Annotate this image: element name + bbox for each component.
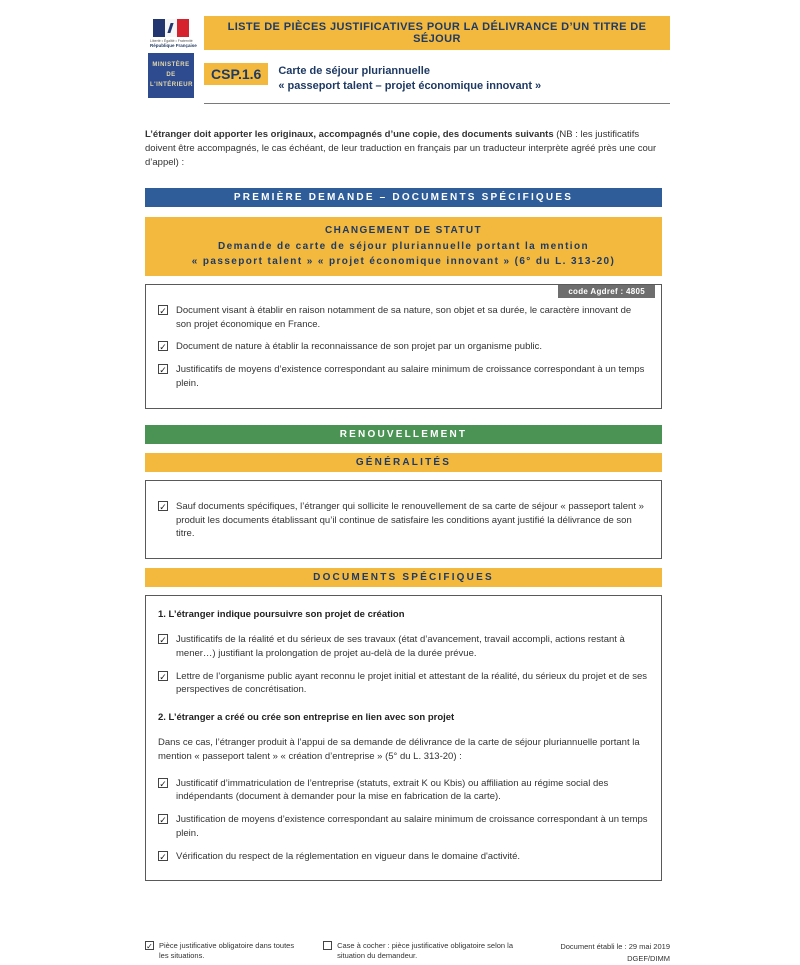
footer-date-block [560,941,670,965]
subsection-paragraph: Dans ce cas, l’étranger produit à l’appui de sa demande de délivrance de la carte de séjour pluriannuelle portant la mention « passeport talent » « création d’entreprise » (5° du L. 313-20) : [158,737,640,763]
checked-checkbox-icon: ✓ [159,501,167,512]
logo-motto: Liberté • Égalité • Fraternité [150,39,193,43]
document-body [130,128,670,882]
checklist-item [158,633,649,661]
legend-checked [145,941,299,961]
checked-checkbox-icon: ✓ [159,851,167,862]
checked-checkbox-icon: ✓ [159,671,167,682]
french-flag-emblem-icon [148,16,197,50]
flag-red-block [177,19,189,37]
document-code-row [204,63,670,94]
document-title-bar: LISTE DE PIÈCES JUSTIFICATIVES POUR LA DÉLIVRANCE D’UN TITRE DE SÉJOUR [204,16,670,50]
document-subtitle [278,63,541,94]
document-footer [130,941,670,965]
checked-checkbox-icon: ✓ [159,635,167,646]
checked-checkbox-icon: ✓ [146,942,153,952]
footer-date: Document établi le : 29 mai 2019 [560,942,670,952]
legend-checked-text: Pièce justificative obligatoire dans toutes les situations. [159,941,295,961]
changement-line-3: « passeport talent » « projet économique innovant » (6° du L. 313-20) [191,256,616,268]
checked-checkbox-icon: ✓ [159,365,167,376]
checklist-item-text: Justification de moyens d’existence correspondant au salaire minimum de croissance correspondant à un temps plein. [176,814,648,839]
checklist-item [158,777,649,805]
header-divider [204,103,670,104]
legend-unchecked-text: Case à cocher : pièce justificative obligatoire selon la situation du demandeur. [337,941,514,961]
checklist-item-text: Vérification du respect de la réglementation en vigueur dans le domaine d'activité. [176,850,521,862]
section-bar-premiere-demande: PREMIÈRE DEMANDE – DOCUMENTS SPÉCIFIQUES [145,188,662,207]
flag-marianne-block [165,19,177,37]
footer-org: DGEF/DIMM [627,954,670,964]
ministry-line: DE [166,72,176,79]
checklist-item [158,813,649,841]
subtitle-line-2: « passeport talent – projet économique innovant » [278,79,542,92]
changement-de-statut-notice [145,217,662,276]
section-bar-generalites: GÉNÉRALITÉS [145,453,662,472]
checked-checkbox-icon: ✓ [159,342,167,353]
checklist-item-text: Justificatifs de la réalité et du sérieux de ses travaux (état d’avancement, travail accompli, actions restant à mener…) justifiant la prolongation de projet au-delà de la durée prévue. [176,634,625,659]
section-bar-renouvellement: RENOUVELLEMENT [145,425,662,444]
generalites-box [145,480,662,559]
checked-checkbox-icon: ✓ [159,815,167,826]
empty-checkbox-icon [323,941,332,950]
checklist-item-text: Document visant à établir en raison notamment de sa nature, son objet et sa durée, le caractère innovant de son projet économique en France. [176,304,632,330]
checklist-item [158,363,649,391]
subtitle-line-1: Carte de séjour pluriannuelle [278,65,430,77]
legend-unchecked [323,941,536,961]
checklist-item-text: Justificatif d’immatriculation de l’entreprise (statuts, extrait K ou Kbis) ou affiliation au régime social des indépendants (document à demander pour la mise en fabrication de la carte). [176,777,609,803]
premiere-demande-box [145,284,662,409]
header-right [204,16,670,104]
checklist-item [158,340,649,354]
checklist-item [158,304,649,332]
intro-rest: (NB : les justificatifs doivent être accompagnés, le cas échéant, de leur traduction en français par un traducteur interprète agréé près une cour d’appel) : [145,128,657,169]
checked-checkbox-icon: ✓ [159,778,167,789]
document-code-badge: CSP.1.6 [204,63,268,85]
checklist-item-text: Justificatifs de moyens d’existence correspondant au salaire minimum de croissance correspondant à un temps plein. [176,364,645,389]
logo-republic: République Française [150,43,197,48]
document-header [130,16,670,104]
checklist-item-text: Document de nature à établir la reconnaissance de son projet par un organisme public. [176,341,542,353]
agdref-code-badge: code Agdref : 4805 [558,285,655,298]
ministry-line: L'INTÉRIEUR [150,82,193,89]
subsection-heading-2: 2. L’étranger a créé ou crée son entreprise en lien avec son projet [158,712,455,724]
checked-checkbox-icon: ✓ [159,305,167,316]
checklist-item [158,670,649,698]
checklist-item [158,500,649,541]
ministry-logo [148,16,197,98]
intro-lead: L’étranger doit apporter les originaux, accompagnés d’une copie, des documents suivants [145,128,557,140]
flag-blue-block [153,19,165,37]
ministry-name-box [148,53,194,98]
section-bar-documents-specifiques: DOCUMENTS SPÉCIFIQUES [145,568,662,587]
document-page [130,0,670,965]
ministry-line: MINISTÈRE [152,62,190,68]
flag-blocks-icon [153,19,189,37]
checklist-item-text: Lettre de l’organisme public ayant reconnu le projet initial et attestant de la réalité, du sérieux du projet et de ses perspectives de concrétisation. [176,670,648,696]
intro-paragraph [145,128,662,171]
checklist-item-text: Sauf documents spécifiques, l’étranger qui sollicite le renouvellement de sa carte de séjour « passeport talent » produit les documents établissant qu’il continue de satisfaire les conditions ayant justifié la délivrance de son titre. [176,500,644,540]
documents-specifiques-box [145,595,662,881]
changement-line-2: Demande de carte de séjour pluriannuelle portant la mention [218,240,589,252]
checklist-item [158,850,649,864]
changement-line-1: CHANGEMENT DE STATUT [324,225,483,237]
subsection-heading-1: 1. L’étranger indique poursuivre son projet de création [158,609,405,621]
